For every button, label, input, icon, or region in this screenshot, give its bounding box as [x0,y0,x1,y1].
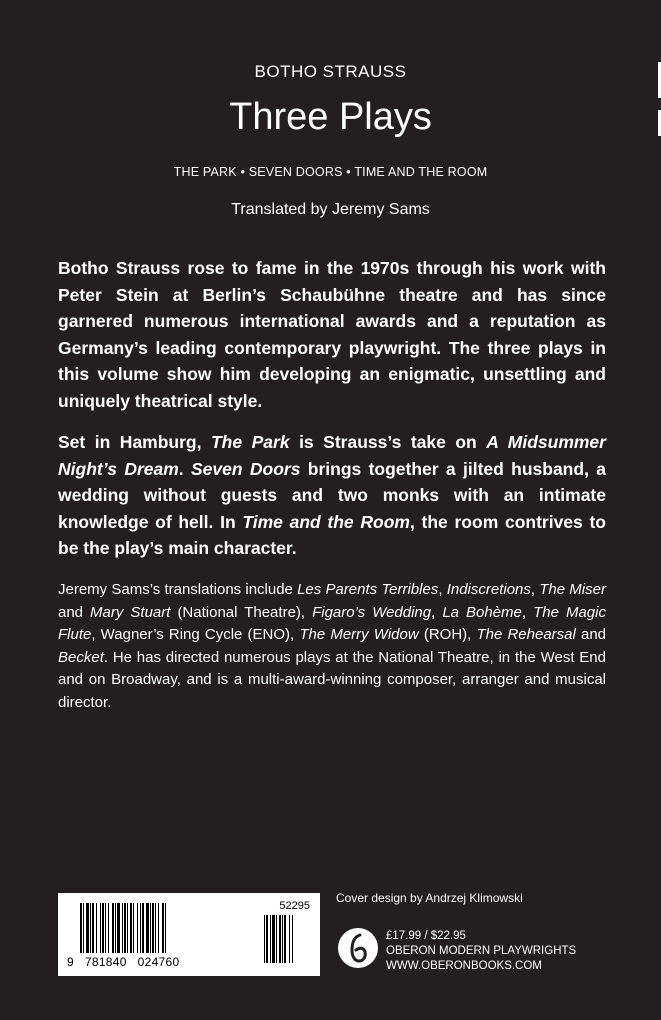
barcode-bar [158,903,159,953]
barcode-supplement-bar [266,915,268,963]
work-title: The Rehearsal [476,626,576,643]
play-title: A Midsummer Night’s Dream [58,432,606,479]
barcode-bar [102,903,104,953]
barcode-bar [133,903,134,953]
barcode-supplement: 52295 [279,900,310,912]
barcode-bar [124,903,126,953]
text-span: , the room contrives to be the play’s main character. [58,511,606,558]
work-title: Indiscretions [446,581,531,598]
text-span: , [530,581,540,598]
isbn-barcode [58,893,320,976]
plays-list: THE PARK • SEVEN DOORS • TIME AND THE ROOM [173,165,488,179]
work-title: Mary Stuart [90,603,171,621]
barcode-bar [137,903,138,953]
price: £17.99 / $22.95 [386,930,466,942]
series-name: OBERON MODERN PLAYWRIGHTS [386,945,577,957]
barcode-bar [130,903,132,953]
barcode-bar [83,903,84,953]
barcode-supplement-bar [284,915,286,963]
text-span: . [178,458,191,479]
play-title: Time and the Room [242,511,410,532]
barcode-bar [100,903,101,953]
barcode-bar [96,903,97,953]
barcode-digits: 9 781840 024760 [67,955,180,969]
translator-credit: Translated by Jeremy Sams [231,201,430,218]
text-span: , [438,581,447,598]
work-title: The Magic Flute [58,603,606,643]
blurb-paragraph-2 [58,429,606,562]
work-title: The Miser [539,581,606,598]
text-span: brings together a jilted husband, a wedding without guests and two monks with an intimate knowledge of hell. In [58,458,606,532]
barcode-bar [80,903,82,953]
barcode-bar [152,903,154,953]
barcode-bar [155,903,156,953]
text-span: and [58,603,91,621]
barcode-bar [122,903,123,953]
text-span: Set in Hamburg, [58,432,211,452]
barcode-supplement-bar [279,915,281,963]
text-span: and [575,626,607,643]
text-span: (ROH), [418,626,477,643]
oberon-logo-icon [338,928,378,968]
text-span: , Wagner’s Ring Cycle (ENO), [91,626,300,643]
text-span: is Strauss’s take on [289,432,487,452]
translator-bio [58,579,606,714]
author-name: BOTHO STRAUSS [254,62,407,81]
work-title: The Merry Widow [299,626,419,643]
work-title: Becket [58,648,104,666]
work-title: Figaro’s Wedding [312,603,432,621]
text-span: (National Theatre), [170,603,313,621]
work-title: La Bohème [442,603,522,621]
barcode-bar [162,903,164,953]
blurb-paragraph-1: Botho Strauss rose to fame in the 1970s through his work with Peter Stein at Berlin’s Schaubühne theatre and has since garnered numerous international awards and a reputation as Germany’s leading contemporary playwright. The three plays in this volume show him developing an enigmatic, unsettling and uniquely theatrical style. [58,258,606,411]
barcode-bar [165,903,166,953]
text-span: Jeremy Sams’s translations include [58,581,298,598]
cover-design-credit: Cover design by Andrzej Klimowski [336,891,523,905]
barcode-bar [108,903,109,953]
barcode-supplement-bar [272,915,275,963]
barcode-supplement-bar [289,915,290,963]
barcode-bar [92,903,94,953]
play-title: Seven Doors [191,458,301,479]
barcode-bar [112,903,114,953]
text-span: , [431,603,443,621]
barcode-bar [90,903,91,953]
barcode-supplement-bar [292,915,293,963]
barcode-bar [105,903,106,953]
barcode-bar [86,903,89,953]
barcode-bar [150,903,151,953]
barcode-supplement-bar [264,915,265,963]
work-title: Les Parents Terribles [297,581,439,598]
publisher-website: WWW.OBERONBOOKS.COM [386,960,542,972]
text-span: . He has directed numerous plays at the National Theatre, in the West End and on Broadway, and is a multi-award-winning composer, arranger and musical director. [58,648,606,711]
barcode-bar [117,903,120,953]
barcode-bar [115,903,116,953]
barcode-bar [140,903,141,953]
play-title: The Park [210,432,290,452]
book-title: Three Plays [229,96,432,138]
barcode-bar [146,903,149,953]
barcode-bar [142,903,144,953]
barcode-supplement-bar [282,915,283,963]
barcode-supplement-bar [270,915,271,963]
publisher-info [386,929,576,974]
barcode-bar [127,903,128,953]
text-span: , [521,603,534,621]
barcode-supplement-bar [276,915,277,963]
